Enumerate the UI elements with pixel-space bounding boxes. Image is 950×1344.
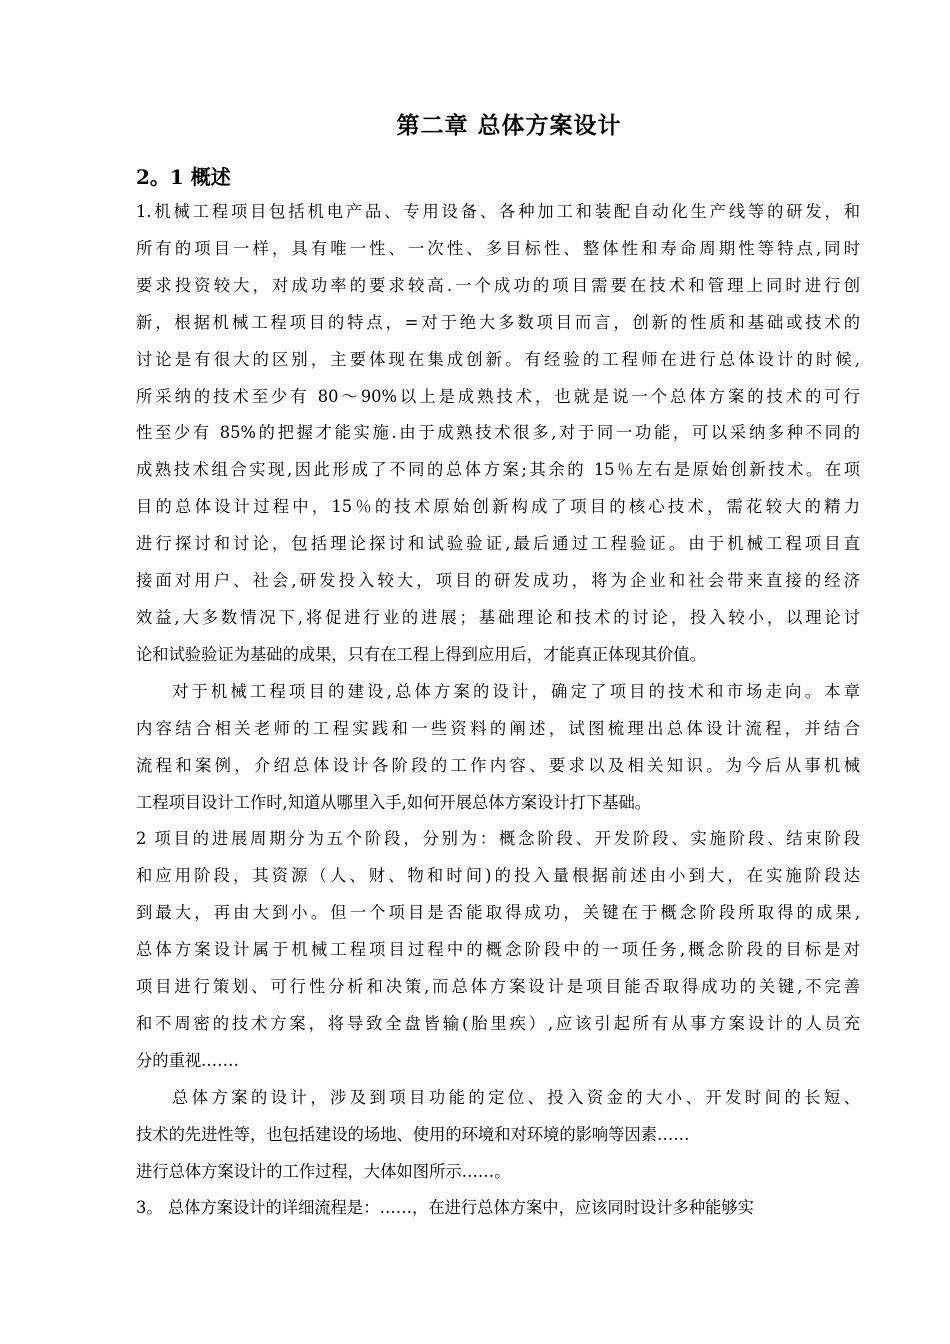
text-line: 3。 总体方案设计的详细流程是：……，在进行总体方案中，应该同时设计多种能够实 [136,1198,754,1218]
text-line: 分的重视.…… [136,1050,239,1070]
text-line: 性至少有 85%的把握才能实施.由于成熟技术很多,对于同一功能，可以采纳多种不同的 [136,423,860,443]
text-line: 新，根据机械工程项目的特点，=对于绝大多数项目而言，创新的性质和基础或技术的 [136,312,860,332]
text-line: 接面对用户、社会,研发投入较大，项目的研发成功，将为企业和社会带来直接的经济 [136,571,860,591]
text-line: 成熟技术组合实现,因此形成了不同的总体方案;其余的 15％左右是原始创新技术。在项 [136,460,860,480]
text-line: 1.机械工程项目包括机电产品、专用设备、各种加工和装配自动化生产线等的研发，和 [136,202,860,221]
paragraph [136,674,860,822]
body-text [136,194,860,1227]
text-line: 效益,大多数情况下,将促进行业的进展；基础理论和技术的讨论，投入较小，以理论讨 [136,607,860,627]
document-page [136,104,860,1227]
text-line: 进行总体方案设计的工作过程，大体如图所示……。 [136,1161,511,1181]
paragraph [136,821,860,1079]
text-line: 讨论是有很大的区别，主要体现在集成创新。有经验的工程师在进行总体设计的时候, [136,349,860,369]
text-line: 要求投资较大，对成功率的要求较高.一个成功的项目需要在技术和管理上同时进行创 [136,275,860,295]
text-line: 内容结合相关老师的工程实践和一些资料的阐述，试图梳理出总体设计流程，并结合 [136,718,860,738]
text-line: 所有的项目一样，具有唯一性、一次性、多目标性、整体性和寿命周期性等特点,同时 [136,238,860,258]
section-heading: 2。1 概述 [136,165,231,189]
text-line: 到最大，再由大到小。但一个项目是否能取得成功，关键在于概念阶段所取得的成果, [136,903,860,923]
text-line: 和不周密的技术方案，将导致全盘皆输(胎里疾）,应该引起所有从事方案设计的人员充 [136,1013,860,1033]
text-line: 和应用阶段，其资源（人、财、物和时间)的投入量根据前述由小到大，在实施阶段达 [136,866,860,886]
text-line: 总体方案的设计，涉及到项目功能的定位、投入资金的大小、开发时间的长短、 [172,1087,860,1107]
text-line: 总体方案设计属于机械工程项目过程中的概念阶段中的一项任务,概念阶段的目标是对 [136,940,860,960]
text-line: 对于机械工程项目的建设,总体方案的设计，确定了项目的技术和市场走向。本章 [172,681,860,701]
text-line: 项目进行策划、可行性分析和决策,而总体方案设计是项目能否取得成功的关键,不完善 [136,977,860,997]
paragraph [136,1080,860,1154]
text-line: 目的总体设计过程中，15％的技术原始创新构成了项目的核心技术，需花较大的精力 [136,497,860,517]
text-line: 2 项目的进展周期分为五个阶段，分别为：概念阶段、开发阶段、实施阶段、结束阶段 [136,829,860,849]
chapter-title: 第二章 总体方案设计 [396,113,622,139]
text-line: 流程和案例，介绍总体设计各阶段的工作内容、要求以及相关知识。为今后从事机械 [136,755,860,775]
text-line: 工程项目设计工作时,知道从哪里入手,如何开展总体方案设计打下基础。 [136,792,652,812]
text-line: 技术的先进性等，也包括建设的场地、使用的环境和对环境的影响等因素…… [136,1124,690,1144]
text-line: 所采纳的技术至少有 80～90%以上是成熟技术，也就是说一个总体方案的技术的可行 [136,386,860,406]
text-line: 论和试验验证为基础的成果，只有在工程上得到应用后，才能真正体现其价值。 [136,644,706,664]
paragraph [136,194,860,674]
text-line: 进行探讨和讨论，包括理论探讨和试验验证,最后通过工程验证。由于机械工程项目直 [136,534,860,554]
paragraph [136,1190,860,1227]
paragraph [136,1154,860,1191]
